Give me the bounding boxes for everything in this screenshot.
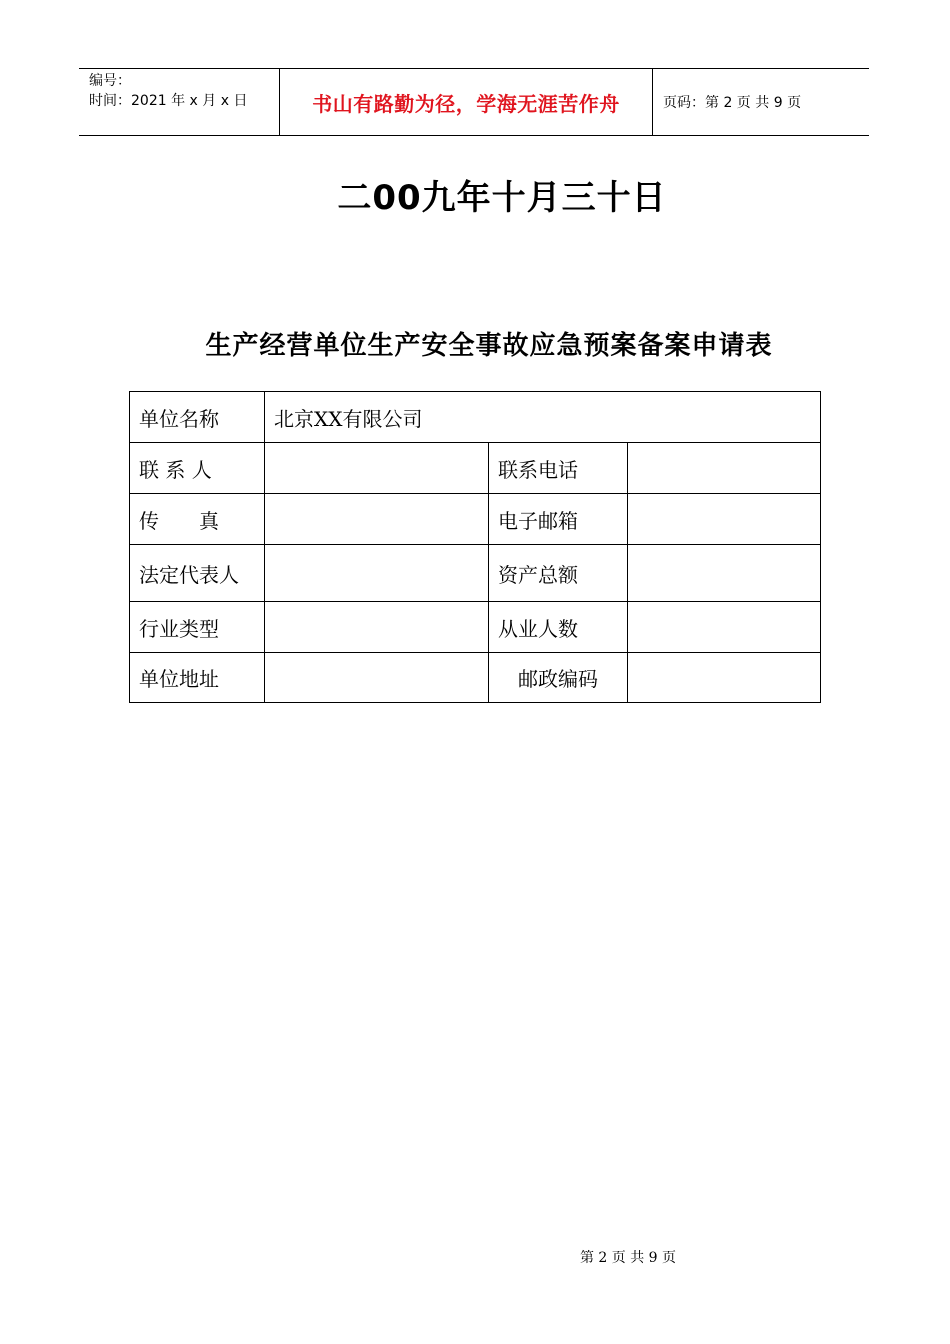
fax-value xyxy=(265,494,489,545)
table-row xyxy=(130,392,821,443)
contact-label: 联 系 人 xyxy=(130,443,265,494)
page-header xyxy=(79,68,869,136)
address-label: 单位地址 xyxy=(130,653,265,703)
table-row xyxy=(130,545,821,602)
table-row xyxy=(130,653,821,703)
header-meta xyxy=(79,69,279,135)
fax-label: 传 真 xyxy=(130,494,265,545)
legal-rep-value xyxy=(265,545,489,602)
legal-rep-label: 法定代表人 xyxy=(130,545,265,602)
postal-code-value xyxy=(628,653,821,703)
industry-label: 行业类型 xyxy=(130,602,265,653)
motto: 书山有路勤为径，学海无涯苦作舟 xyxy=(279,69,653,135)
email-value xyxy=(628,494,821,545)
form-title: 生产经营单位生产安全事故应急预案备案申请表 xyxy=(205,331,773,361)
table-row xyxy=(130,494,821,545)
postal-code-label: 邮政编码 xyxy=(489,653,628,703)
phone-label: 联系电话 xyxy=(489,443,628,494)
industry-value xyxy=(265,602,489,653)
total-assets-value xyxy=(628,545,821,602)
email-label: 电子邮箱 xyxy=(489,494,628,545)
time-label: 时间：2021 年 x 月 x 日 xyxy=(89,93,248,109)
date-title: 二00九年十月三十日 xyxy=(337,178,667,218)
phone-value xyxy=(628,443,821,494)
unit-name-label: 单位名称 xyxy=(130,392,265,443)
page-info: 页码：第 2 页 共 9 页 xyxy=(663,95,802,111)
total-assets-label: 资产总额 xyxy=(489,545,628,602)
table-row xyxy=(130,602,821,653)
page-footer: 第 2 页 共 9 页 xyxy=(579,1250,677,1266)
address-value xyxy=(265,653,489,703)
number-label: 编号： xyxy=(89,73,131,89)
employees-label: 从业人数 xyxy=(489,602,628,653)
table-row xyxy=(130,443,821,494)
application-form-table xyxy=(129,391,821,703)
unit-name-value: 北京XX有限公司 xyxy=(265,392,821,443)
employees-value xyxy=(628,602,821,653)
contact-value xyxy=(265,443,489,494)
